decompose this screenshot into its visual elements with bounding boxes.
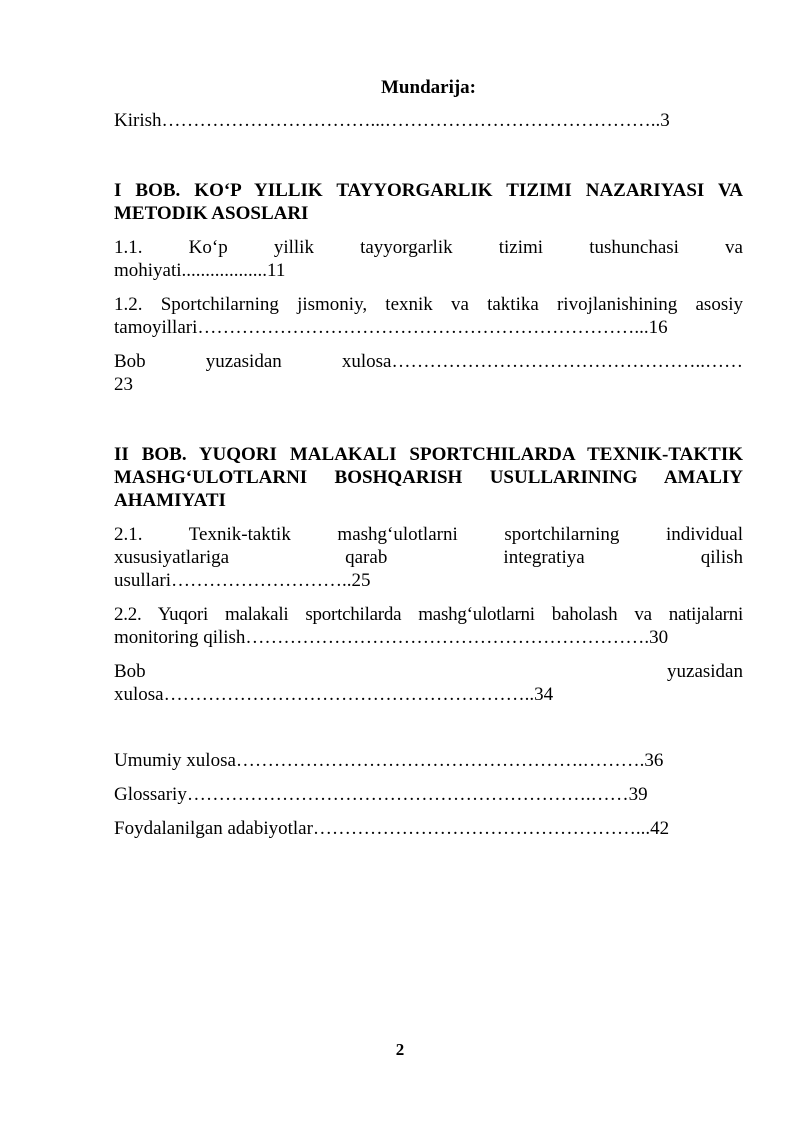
toc-entry-line: 2.2. Yuqori malakali sportchilarda mashg‘ulotlarni baholash va natijalarni [114, 604, 743, 625]
page-title: Mundarija: [381, 77, 476, 98]
toc-entry-1-2 [114, 293, 743, 339]
toc-entry-text: Glossariy……………………………………………………….……39 [114, 784, 648, 805]
toc-entry-line: monitoring qilish……………………………………………………….30 [114, 627, 669, 648]
toc-entry-chapter-2-conclusion [114, 660, 743, 706]
toc-entry-text: Foydalanilgan adabiyotlar……………………………………………...42 [114, 818, 670, 839]
toc-entry-line: xulosa…………………………………………………..34 [114, 684, 554, 705]
toc-entry-line: Bob yuzasidan [114, 661, 743, 682]
spacer [114, 407, 743, 443]
toc-entry-chapter-1-conclusion [114, 350, 743, 396]
toc-entry-line: tamoyillari……………………………………………………………...16 [114, 317, 668, 338]
toc-entry-line: 1.1. Ko‘p yillik tayyorgarlik tizimi tushunchasi va [114, 237, 743, 258]
toc-entry-line: usullari………………………..25 [114, 570, 371, 591]
table-of-contents [114, 76, 743, 851]
toc-entry-references [114, 817, 743, 840]
page-number: 2 [395, 1040, 405, 1059]
toc-entry-line: Bob yuzasidan xulosa…………………………………………..…… [114, 351, 743, 372]
chapter-1-heading: I BOB. KO‘P YILLIK TAYYORGARLIK TIZIMI NAZARIYASI VA METODIK ASOSLARI [114, 180, 743, 224]
chapter-2-heading: II BOB. YUQORI MALAKALI SPORTCHILARDA TEXNIK-TAKTIK MASHG‘ULOTLARNI BOSHQARISH USULLARINING AMALIY AHAMIYATI [114, 444, 743, 511]
toc-entry-2-2 [114, 603, 743, 649]
toc-entry-line: mohiyati..................11 [114, 260, 286, 281]
toc-entry-summary [114, 749, 743, 772]
toc-entry-1-1 [114, 236, 743, 282]
spacer [114, 717, 743, 749]
toc-entry-line: xususiyatlariga qarab integratiya qilish [114, 547, 743, 568]
toc-entry-text: Umumiy xulosa……………………………………………….……….36 [114, 750, 664, 771]
spacer [114, 143, 743, 179]
toc-entry-line: 1.2. Sportchilarning jismoniy, texnik va taktika rivojlanishining asosiy [114, 294, 743, 315]
toc-entry-glossary [114, 783, 743, 806]
toc-entry-line: 2.1. Texnik-taktik mashg‘ulotlarni sportchilarning individual [114, 524, 743, 545]
toc-entry-kirish [114, 109, 743, 132]
toc-entry-2-1 [114, 523, 743, 592]
toc-entry-text: Kirish……………………………...……………………………………..3 [114, 110, 670, 131]
toc-entry-line: 23 [114, 374, 133, 395]
